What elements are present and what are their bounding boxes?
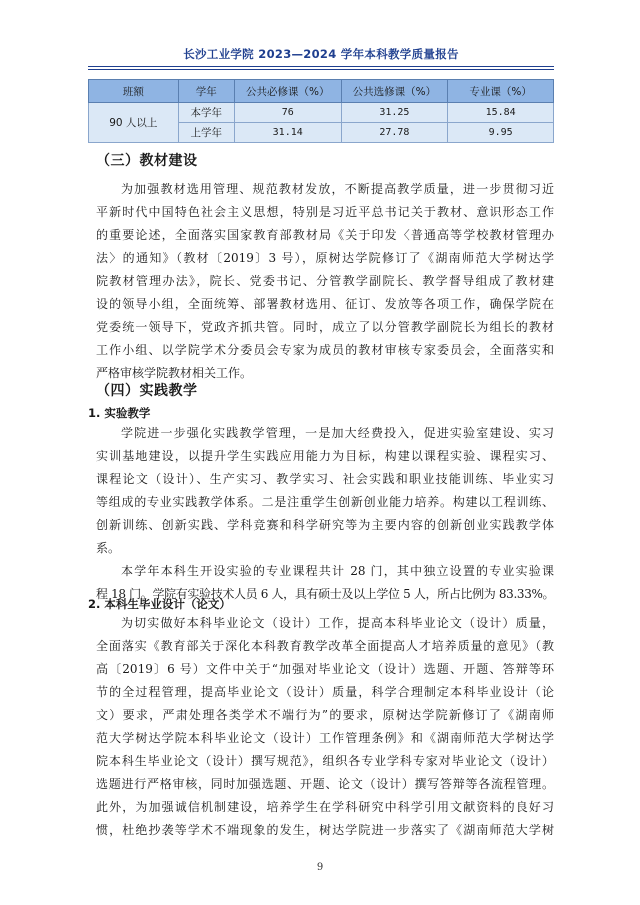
text-line: 高〔2019〕6 号）文件中关于“加强对毕业论文（设计）选题、开题、答辩等环 [96,662,554,676]
major-cell: 15.84 [448,103,554,123]
text-line: 本学年本科生开设实验的专业课程共计 28 门，其中独立设置的专业实验课 [121,564,554,578]
text-line: 的重要论述，全面落实国家教育部教材局《关于印发〈普通高等学校教材管理办 [96,228,554,242]
table-row [89,103,554,123]
text-line: 惯，杜绝抄袭等学术不端现象的发生，树达学院进一步落实了《湖南师范大学树 [96,823,554,837]
text-line: 选题进行严格审核，同时加强选题、开题、论文（设计）撰写答辩等各流程管理。 [96,777,554,791]
year-cell: 本学年 [178,103,234,123]
text-line: 严格审核学院教材相关工作。 [96,366,253,380]
text-line: 党委统一领导下，党政齐抓共管。同时，成立了以分管教学副院长为组长的教材 [96,320,554,334]
col-header-class: 班额 [89,80,179,103]
text-line: 创新训练、创新实践、学科竞赛和科学研究等为主要内容的创新创业实践教学体 [96,518,554,532]
paragraph-experiments [96,422,554,560]
section-heading-practice: （四）实践教学 [96,383,198,399]
text-line: 法〉的通知》（教材〔2019〕3 号），原树达学院修订了《湖南师范大学树达学 [96,251,554,265]
subheading-experiments: 1. 实验教学 [88,406,151,420]
text-line: 此外，为加强诚信机制建设，培养学生在学科研究中科学引用文献资料的良好习 [96,800,554,814]
text-line: 院本科生毕业论文（设计）撰写规范》，组织各专业学科专家对毕业论文（设计） [96,754,554,768]
header-rule [88,66,554,67]
text-line: 为加强教材选用管理、规范教材发放，不断提高教学质量，进一步贯彻习近 [121,182,554,196]
class-size-cell: 90 人以上 [89,103,179,143]
col-header-year: 学年 [178,80,234,103]
text-line: 院教材管理办法》，院长、党委书记、分管教学副院长、教学督导组成了教材建 [96,274,554,288]
year-cell: 上学年 [178,123,234,143]
paragraph-graduation-thesis [96,612,554,842]
elective-cell: 31.25 [341,103,448,123]
col-header-major: 专业课（%） [448,80,554,103]
text-line: 为切实做好本科毕业论文（设计）工作，提高本科毕业论文（设计）质量， [121,616,554,630]
col-header-required: 公共必修课（%） [234,80,341,103]
text-line: 节的全过程管理，提高毕业论文（设计）质量，科学合理制定本科毕业设计（论 [96,685,554,699]
text-line: 范大学树达学院本科毕业论文（设计）工作管理条例》和《湖南师范大学树达学 [96,731,554,745]
page-number: 9 [316,862,324,873]
text-line: 程 18 门。学院有实验技术人员 6 人，具有硕士及以上学位 5 人，所占比例为 83.33%。 [96,587,555,601]
class-size-table [88,79,554,143]
text-line: 课程论文（设计）、生产实习、教学实习、社会实践和职业技能训练、毕业实习 [96,472,554,486]
major-cell: 9.95 [448,123,554,143]
paragraph-textbooks [96,178,554,385]
text-line: 实训基地建设，以提升学生实践应用能力为目标，构建以课程实验、课程实习、 [96,449,554,463]
text-line: 学院进一步强化实践教学管理，一是加大经费投入，促进实验室建设、实习 [121,426,554,440]
text-line: 工作小组、以学院学术分委员会专家为成员的教材审核专家委员会，全面落实和 [96,343,554,357]
text-line: 系。 [96,541,121,555]
elective-cell: 27.78 [341,123,448,143]
text-line: 文）要求，严肃处理各类学术不端行为”的要求，原树达学院新修订了《湖南师 [96,708,554,722]
subheading-graduation-thesis: 2. 本科生毕业设计（论文） [88,597,231,611]
table-header-row [89,80,554,103]
required-cell: 31.14 [234,123,341,143]
header-rule-thin [88,69,554,70]
section-heading-textbooks: （三）教材建设 [96,153,198,169]
text-line: 平新时代中国特色社会主义思想，特别是习近平总书记关于教材、意识形态工作 [96,205,554,219]
required-cell: 76 [234,103,341,123]
col-header-elective: 公共选修课（%） [341,80,448,103]
text-line: 设的领导小组，全面统筹、部署教材选用、征订、发放等各项工作，确保学院在 [96,297,554,311]
text-line: 等组成的专业实践教学体系。二是注重学生创新创业能力培养。构建以工程训练、 [96,495,554,509]
text-line: 全面落实《教育部关于深化本科教育教学改革全面提高人才培养质量的意见》（教 [96,639,554,653]
page-header: 长沙工业学院 2023—2024 学年本科教学质量报告 [183,47,459,61]
